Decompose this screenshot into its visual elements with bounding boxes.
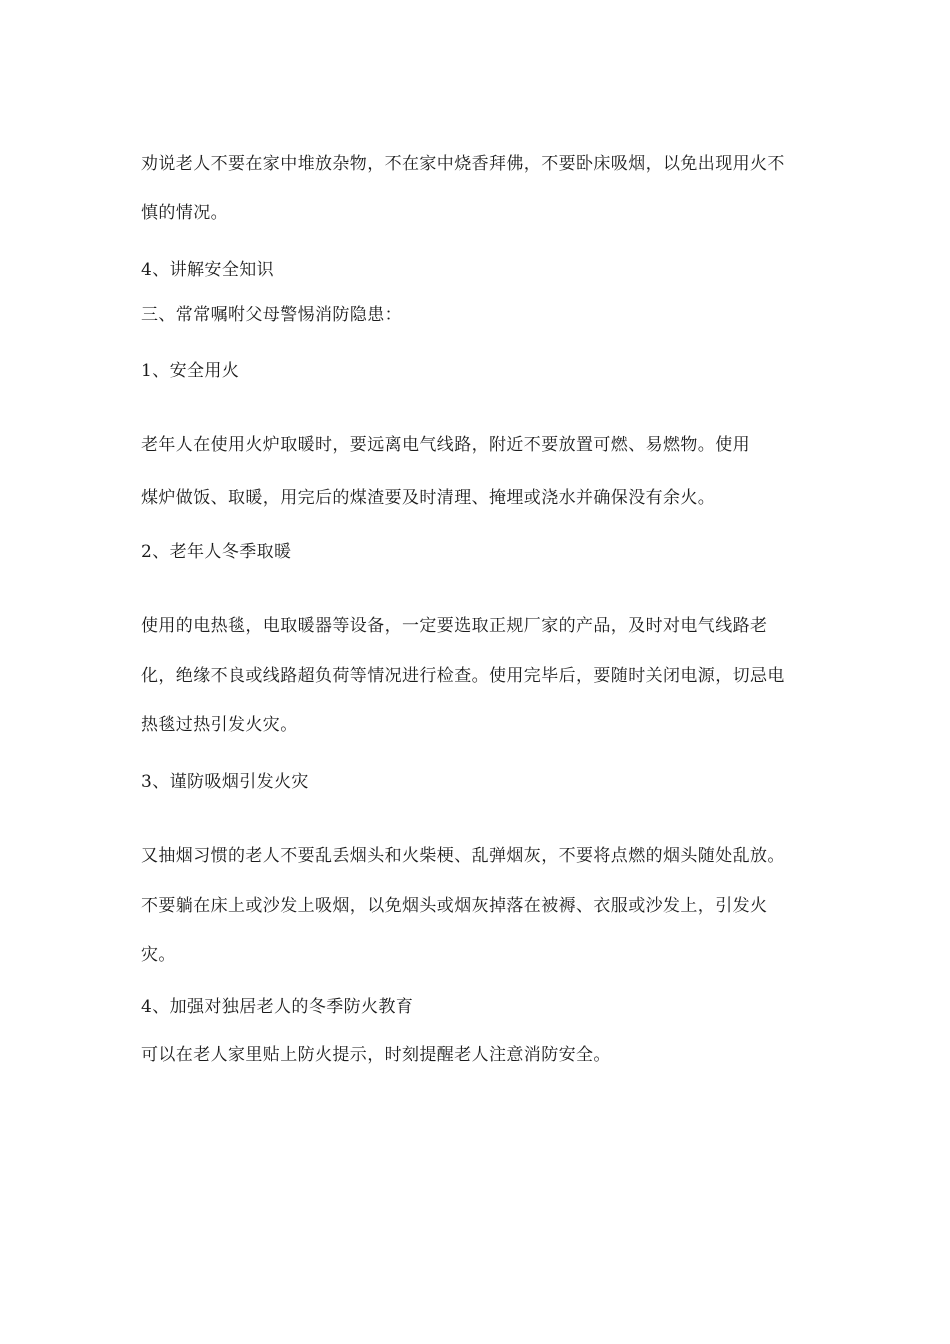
paragraph-line: 又抽烟习惯的老人不要乱丢烟头和火柴梗、乱弹烟灰，不要将点燃的烟头随处乱放。	[141, 846, 785, 866]
section-heading: 3、谨防吸烟引发火灾	[141, 772, 309, 792]
paragraph-line: 可以在老人家里贴上防火提示，时刻提醒老人注意消防安全。	[141, 1045, 611, 1065]
paragraph-line: 煤炉做饭、取暖，用完后的煤渣要及时清理、掩埋或浇水并确保没有余火。	[141, 488, 716, 508]
section-heading: 4、加强对独居老人的冬季防火教育	[141, 997, 414, 1017]
paragraph-line: 劝说老人不要在家中堆放杂物，不在家中烧香拜佛，不要卧床吸烟，以免出现用火不	[141, 154, 785, 174]
chapter-heading: 三、常常嘱咐父母警惕消防隐患：	[141, 305, 402, 325]
paragraph-line: 灾。	[141, 945, 176, 965]
paragraph-line: 老年人在使用火炉取暖时，要远离电气线路，附近不要放置可燃、易燃物。使用	[141, 435, 750, 455]
paragraph-line: 不要躺在床上或沙发上吸烟，以免烟头或烟灰掉落在被褥、衣服或沙发上，引发火	[141, 896, 768, 916]
paragraph-line: 热毯过热引发火灾。	[141, 715, 298, 735]
paragraph-line: 化，绝缘不良或线路超负荷等情况进行检查。使用完毕后，要随时关闭电源，切忌电	[141, 666, 785, 686]
section-heading: 2、老年人冬季取暖	[141, 542, 292, 562]
section-heading: 1、安全用火	[141, 361, 240, 381]
paragraph-line: 使用的电热毯，电取暖器等设备，一定要选取正规厂家的产品，及时对电气线路老	[141, 616, 768, 636]
paragraph-line: 慎的情况。	[141, 203, 228, 223]
section-heading: 4、讲解安全知识	[141, 260, 275, 280]
